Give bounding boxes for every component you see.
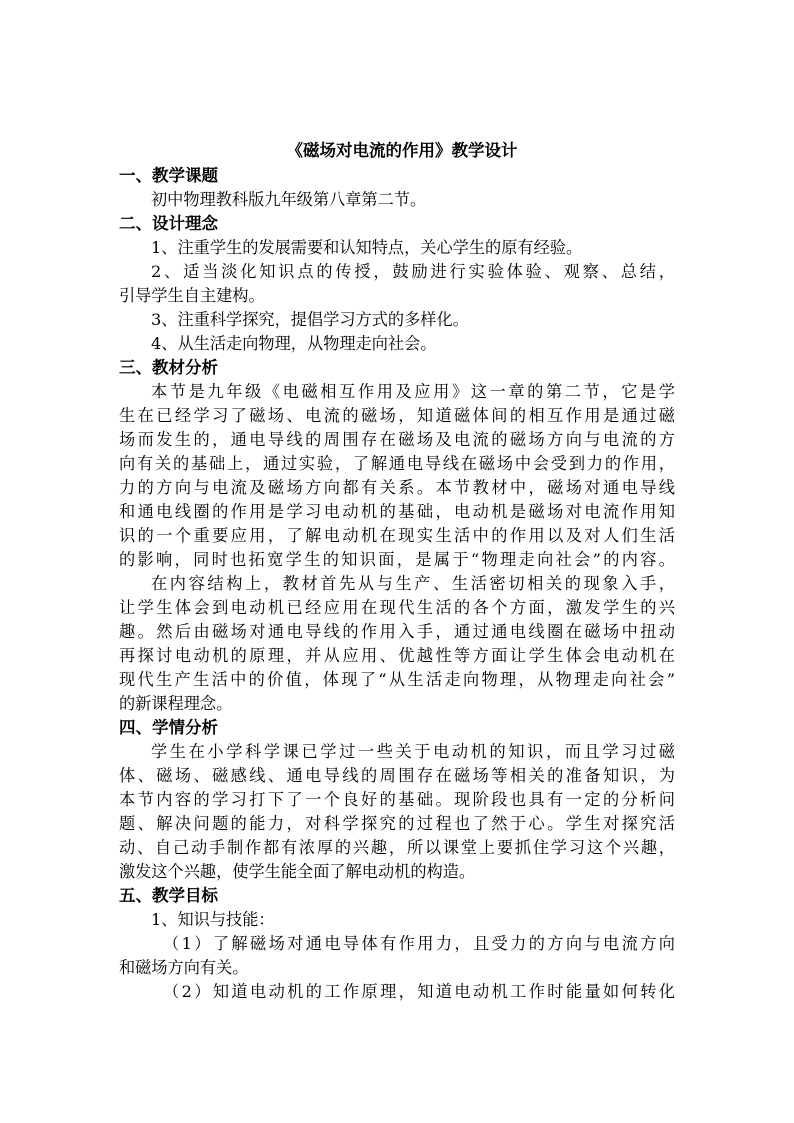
paragraph-line: 本节内容的学习打下了一个良好的基础。现阶段也具有一定的分析问 bbox=[119, 790, 675, 809]
paragraph-line: 在内容结构上，教材首先从与生产、生活密切相关的现象入手， bbox=[151, 574, 675, 593]
paragraph-line: 题、解决问题的能力，对科学探究的过程也了然于心。学生对探究活 bbox=[119, 814, 675, 833]
paragraph-line: 3、注重科学探究，提倡学习方式的多样化。 bbox=[151, 310, 469, 329]
paragraph-line: 趣。然后由磁场对通电导线的作用入手，通过通电线圈在磁场中扭动 bbox=[119, 622, 675, 641]
paragraph-line: 2、适当淡化知识点的传授，鼓励进行实验体验、观察、总结， bbox=[151, 262, 675, 281]
paragraph-line: 初中物理教科版九年级第八章第二节。 bbox=[151, 190, 427, 209]
paragraph-line: 1、知识与技能： bbox=[151, 910, 275, 929]
paragraph-line: 的影响，同时也拓宽学生的知识面，是属于“物理走向社会”的内容。 bbox=[119, 550, 675, 569]
paragraph-line: 动、自己动手制作都有浓厚的兴趣，所以课堂上要抓住学习这个兴趣， bbox=[119, 838, 675, 857]
paragraph-line: 识的一个重要应用，了解电动机在现实生活中的作用以及对人们生活 bbox=[119, 526, 675, 545]
paragraph-line: 体、磁场、磁感线、通电导线的周围存在磁场等相关的准备知识，为 bbox=[119, 766, 675, 785]
paragraph-line: 激发这个兴趣，使学生能全面了解电动机的构造。 bbox=[119, 862, 476, 881]
document-title: 《磁场对电流的作用》教学设计 bbox=[286, 141, 518, 160]
paragraph-line: 1、注重学生的发展需要和认知特点，关心学生的原有经验。 bbox=[151, 238, 583, 257]
paragraph-line: 现代生产生活中的价值，体现了“从生活走向物理，从物理走向社会” bbox=[119, 670, 675, 689]
document-body bbox=[119, 164, 675, 1004]
paragraph-line: 本节是九年级《电磁相互作用及应用》这一章的第二节，它是学 bbox=[151, 382, 675, 401]
paragraph-line: 的新课程理念。 bbox=[119, 694, 233, 713]
paragraph-line: 学生在小学科学课已学过一些关于电动机的知识，而且学习过磁 bbox=[151, 742, 675, 761]
paragraph-line: 引导学生自主建构。 bbox=[119, 286, 265, 305]
paragraph-line: （2）知道电动机的工作原理，知道电动机工作时能量如何转化 bbox=[163, 982, 675, 1001]
paragraph-line: 让学生体会到电动机已经应用在现代生活的各个方面，激发学生的兴 bbox=[119, 598, 675, 617]
paragraph-line: 再探讨电动机的原理，并从应用、优越性等方面让学生体会电动机在 bbox=[119, 646, 675, 665]
paragraph-line: 和通电线圈的作用是学习电动机的基础，电动机是磁场对电流作用知 bbox=[119, 502, 675, 521]
section-heading: 一、教学课题 bbox=[119, 166, 218, 185]
paragraph-line: 和磁场方向有关。 bbox=[119, 958, 249, 977]
section-heading: 四、学情分析 bbox=[119, 718, 218, 737]
paragraph-line: 向有关的基础上，通过实验，了解通电导线在磁场中会受到力的作用， bbox=[119, 454, 675, 473]
section-heading: 五、教学目标 bbox=[119, 886, 218, 905]
document-page bbox=[119, 138, 675, 1004]
paragraph-line: 场而发生的，通电导线的周围存在磁场及电流的磁场方向与电流的方 bbox=[119, 430, 675, 449]
paragraph-line: 生在已经学习了磁场、电流的磁场，知道磁体间的相互作用是通过磁 bbox=[119, 406, 675, 425]
section-heading: 二、设计理念 bbox=[119, 214, 218, 233]
paragraph-line: （1）了解磁场对通电导体有作用力，且受力的方向与电流方向 bbox=[163, 934, 675, 953]
paragraph-line: 4、从生活走向物理，从物理走向社会。 bbox=[151, 334, 437, 353]
section-heading: 三、教材分析 bbox=[119, 358, 218, 377]
paragraph-line: 力的方向与电流及磁场方向都有关系。本节教材中，磁场对通电导线 bbox=[119, 478, 675, 497]
